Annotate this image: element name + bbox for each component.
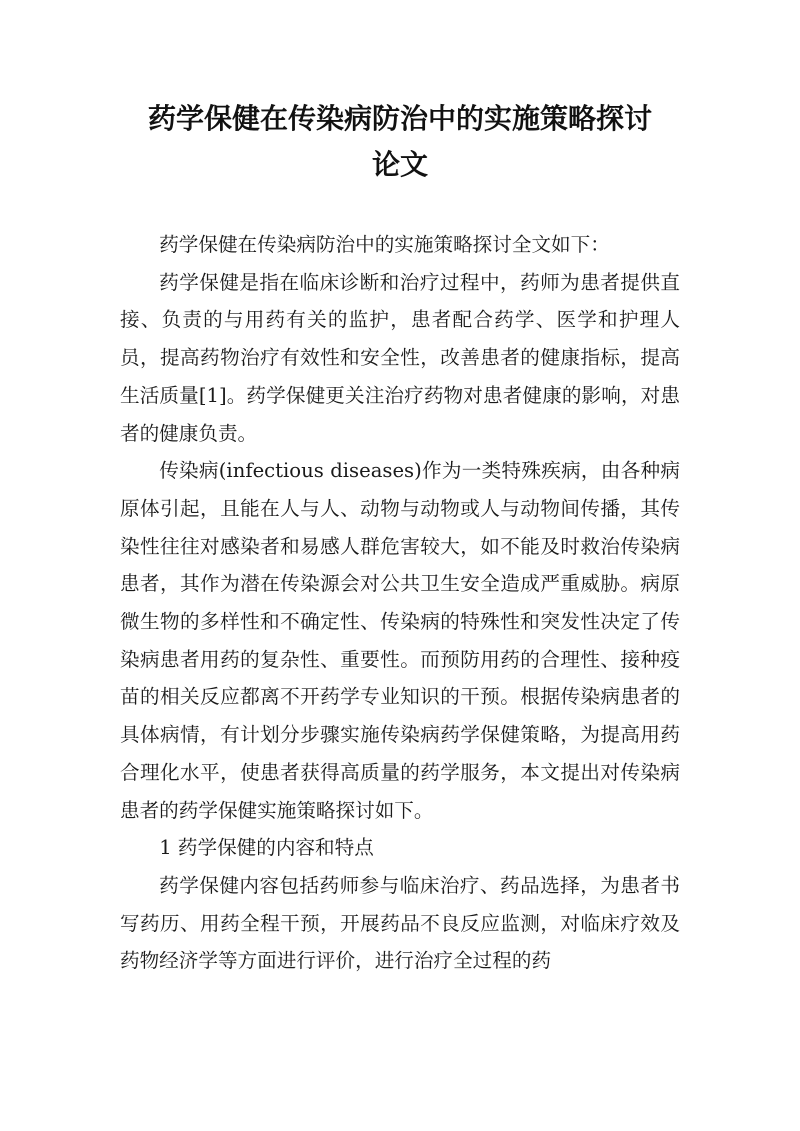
document-title — [100, 96, 700, 188]
title-line-2: 论文 — [371, 148, 428, 181]
section-heading: 1 药学保健的内容和特点 — [159, 836, 374, 860]
infectious-diseases-paragraph: 传染病(infectious diseases)作为一类特殊疾病，由各种病原体引起，且能在人与人、动物与动物或人与动物间传播，其传染性往往对感染者和易感人群危害较大，如不能及时救治传染病患者，其作为潜在传染源会对公共卫生安全造成严重威胁。病原微生物的多样性和不确定性、传染病的特殊性和突发性决定了传染病患者用药的复杂性、重要性。而预防用药的合理性、接种疫苗的相关反应都离不开药学专业知识的干预。根据传染病患者的具体病情，有计划分步骤实施传染病药学保健策略，为提高用药合理化水平，使患者获得高质量的药学服务，本文提出对传染病患者的药学保健实施策略探讨如下。 — [120, 459, 680, 822]
definition-paragraph: 药学保健是指在临床诊断和治疗过程中，药师为患者提供直接、负责的与用药有关的监护，患者配合药学、医学和护理人员，提高药物治疗有效性和安全性，改善患者的健康指标，提高生活质量[1]。药学保健更关注治疗药物对患者健康的影响，对患者的健康负责。 — [120, 270, 680, 445]
intro-paragraph: 药学保健在传染病防治中的实施策略探讨全文如下： — [159, 233, 610, 256]
document-body — [120, 226, 680, 980]
content-paragraph: 药学保健内容包括药师参与临床治疗、药品选择，为患者书写药历、用药全程干预，开展药品不良反应监测，对临床疗效及药物经济学等方面进行评价，进行治疗全过程的药 — [120, 873, 680, 973]
title-line-1: 药学保健在传染病防治中的实施策略探讨 — [147, 102, 652, 135]
